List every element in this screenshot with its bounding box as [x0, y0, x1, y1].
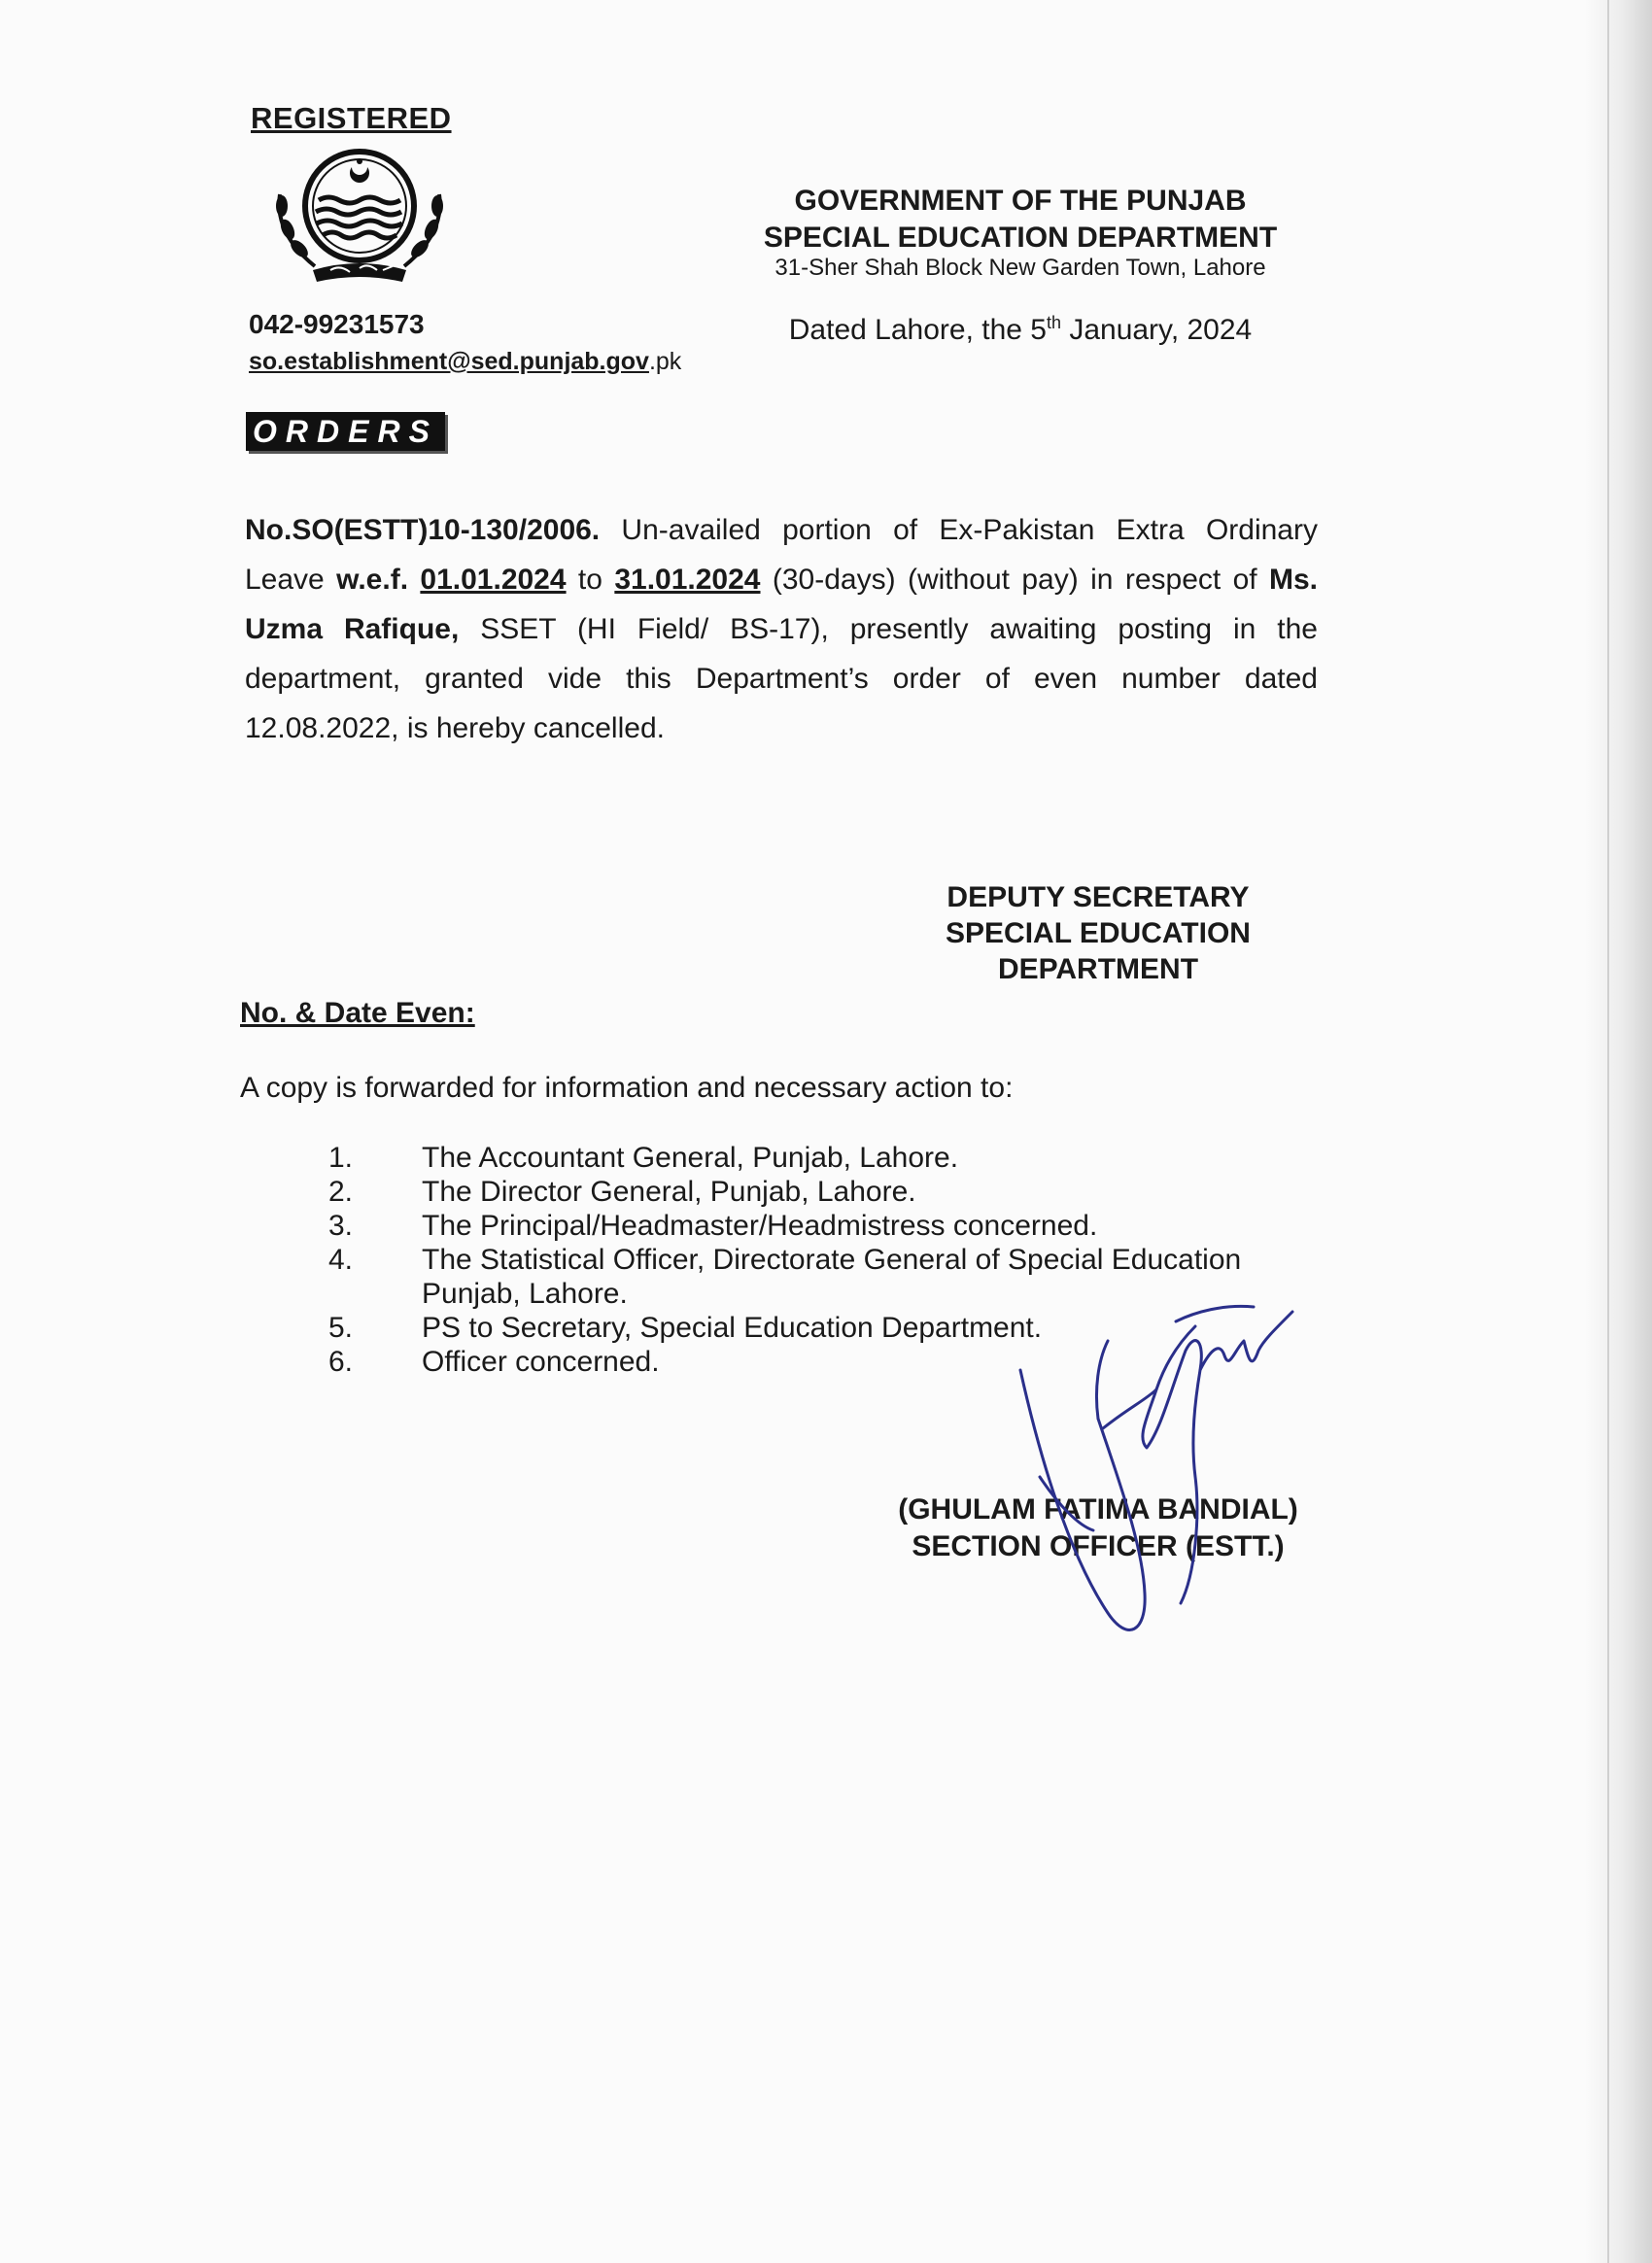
page-edge-shadow	[1584, 0, 1652, 2263]
handwritten-signature-icon	[1001, 1283, 1322, 1652]
date-suffix: January, 2024	[1060, 314, 1253, 346]
deputy-secretary-block	[913, 879, 1283, 987]
copy-intro: A copy is forwarded for information and necessary action to:	[240, 1072, 1014, 1104]
email-user: so.establishment@sed.punjab.gov	[249, 348, 649, 375]
list-item-text: The Accountant General, Punjab, Lahore.	[422, 1142, 959, 1174]
list-item-text: PS to Secretary, Special Education Department.	[422, 1312, 1043, 1344]
date-prefix: Dated Lahore, the 5	[788, 314, 1047, 346]
list-item-text: Officer concerned.	[422, 1346, 660, 1378]
deputy-line-2: SPECIAL EDUCATION	[946, 917, 1251, 949]
employee-name: Ms. Uzma Rafique,	[245, 564, 1318, 645]
order-text-1: Un-availed portion of Ex-Pakistan Extra Ordinary Leave	[245, 514, 1318, 596]
list-item-text: The Director General, Punjab, Lahore.	[422, 1176, 916, 1208]
signatory-title: SECTION OFFICER (ESTT.)	[912, 1530, 1285, 1562]
order-text-3: SSET (HI Field/ BS-17), presently awaiting posting in the department, granted vide this Department’s order of even number dated 12.08.2022, is hereby cancelled.	[245, 613, 1318, 744]
phone-number: 042-99231573	[249, 309, 425, 339]
page-edge-line	[1607, 0, 1609, 2263]
punjab-emblem-icon	[262, 146, 457, 291]
registered-label: REGISTERED	[251, 101, 452, 135]
order-to: to	[566, 564, 615, 596]
copy-heading: No. & Date Even:	[240, 997, 475, 1029]
government-title: GOVERNMENT OF THE PUNJAB	[794, 185, 1247, 217]
department-title: SPECIAL EDUCATION DEPARTMENT	[763, 222, 1278, 254]
list-item-number: 5.	[328, 1312, 354, 1344]
order-paragraph	[245, 505, 1318, 753]
list-item-number: 2.	[328, 1176, 354, 1208]
order-from-date: 01.01.2024	[420, 564, 567, 596]
email-address[interactable]	[249, 348, 681, 376]
order-text-2: (30-days) (without pay) in respect of	[760, 564, 1269, 596]
list-item	[328, 1141, 1320, 1175]
date-suffix-sup: th	[1046, 313, 1061, 332]
list-item-number: 4.	[328, 1244, 354, 1276]
letterhead	[748, 183, 1292, 257]
document-date	[739, 313, 1302, 347]
list-item-number: 6.	[328, 1346, 354, 1378]
list-item-text: The Principal/Headmaster/Headmistress concerned.	[422, 1210, 1098, 1242]
deputy-line-1: DEPUTY SECRETARY	[946, 881, 1250, 913]
order-to-date: 31.01.2024	[614, 564, 761, 596]
list-item-number: 3.	[328, 1210, 354, 1242]
signatory-name: (GHULAM FATIMA BANDIAL)	[898, 1493, 1298, 1526]
list-item-text: The Statistical Officer, Directorate General of Special Education Punjab, Lahore.	[422, 1244, 1242, 1310]
order-wef: w.e.f.	[336, 564, 409, 596]
list-item	[328, 1175, 1320, 1209]
order-number: No.SO(ESTT)10-130/2006.	[245, 514, 601, 546]
list-item-number: 1.	[328, 1142, 354, 1174]
deputy-line-3: DEPARTMENT	[997, 953, 1199, 985]
orders-heading: ORDERS	[246, 412, 445, 451]
department-address: 31-Sher Shah Block New Garden Town, Lahore	[774, 255, 1266, 281]
email-tld: .pk	[648, 348, 682, 375]
list-item	[328, 1209, 1320, 1243]
